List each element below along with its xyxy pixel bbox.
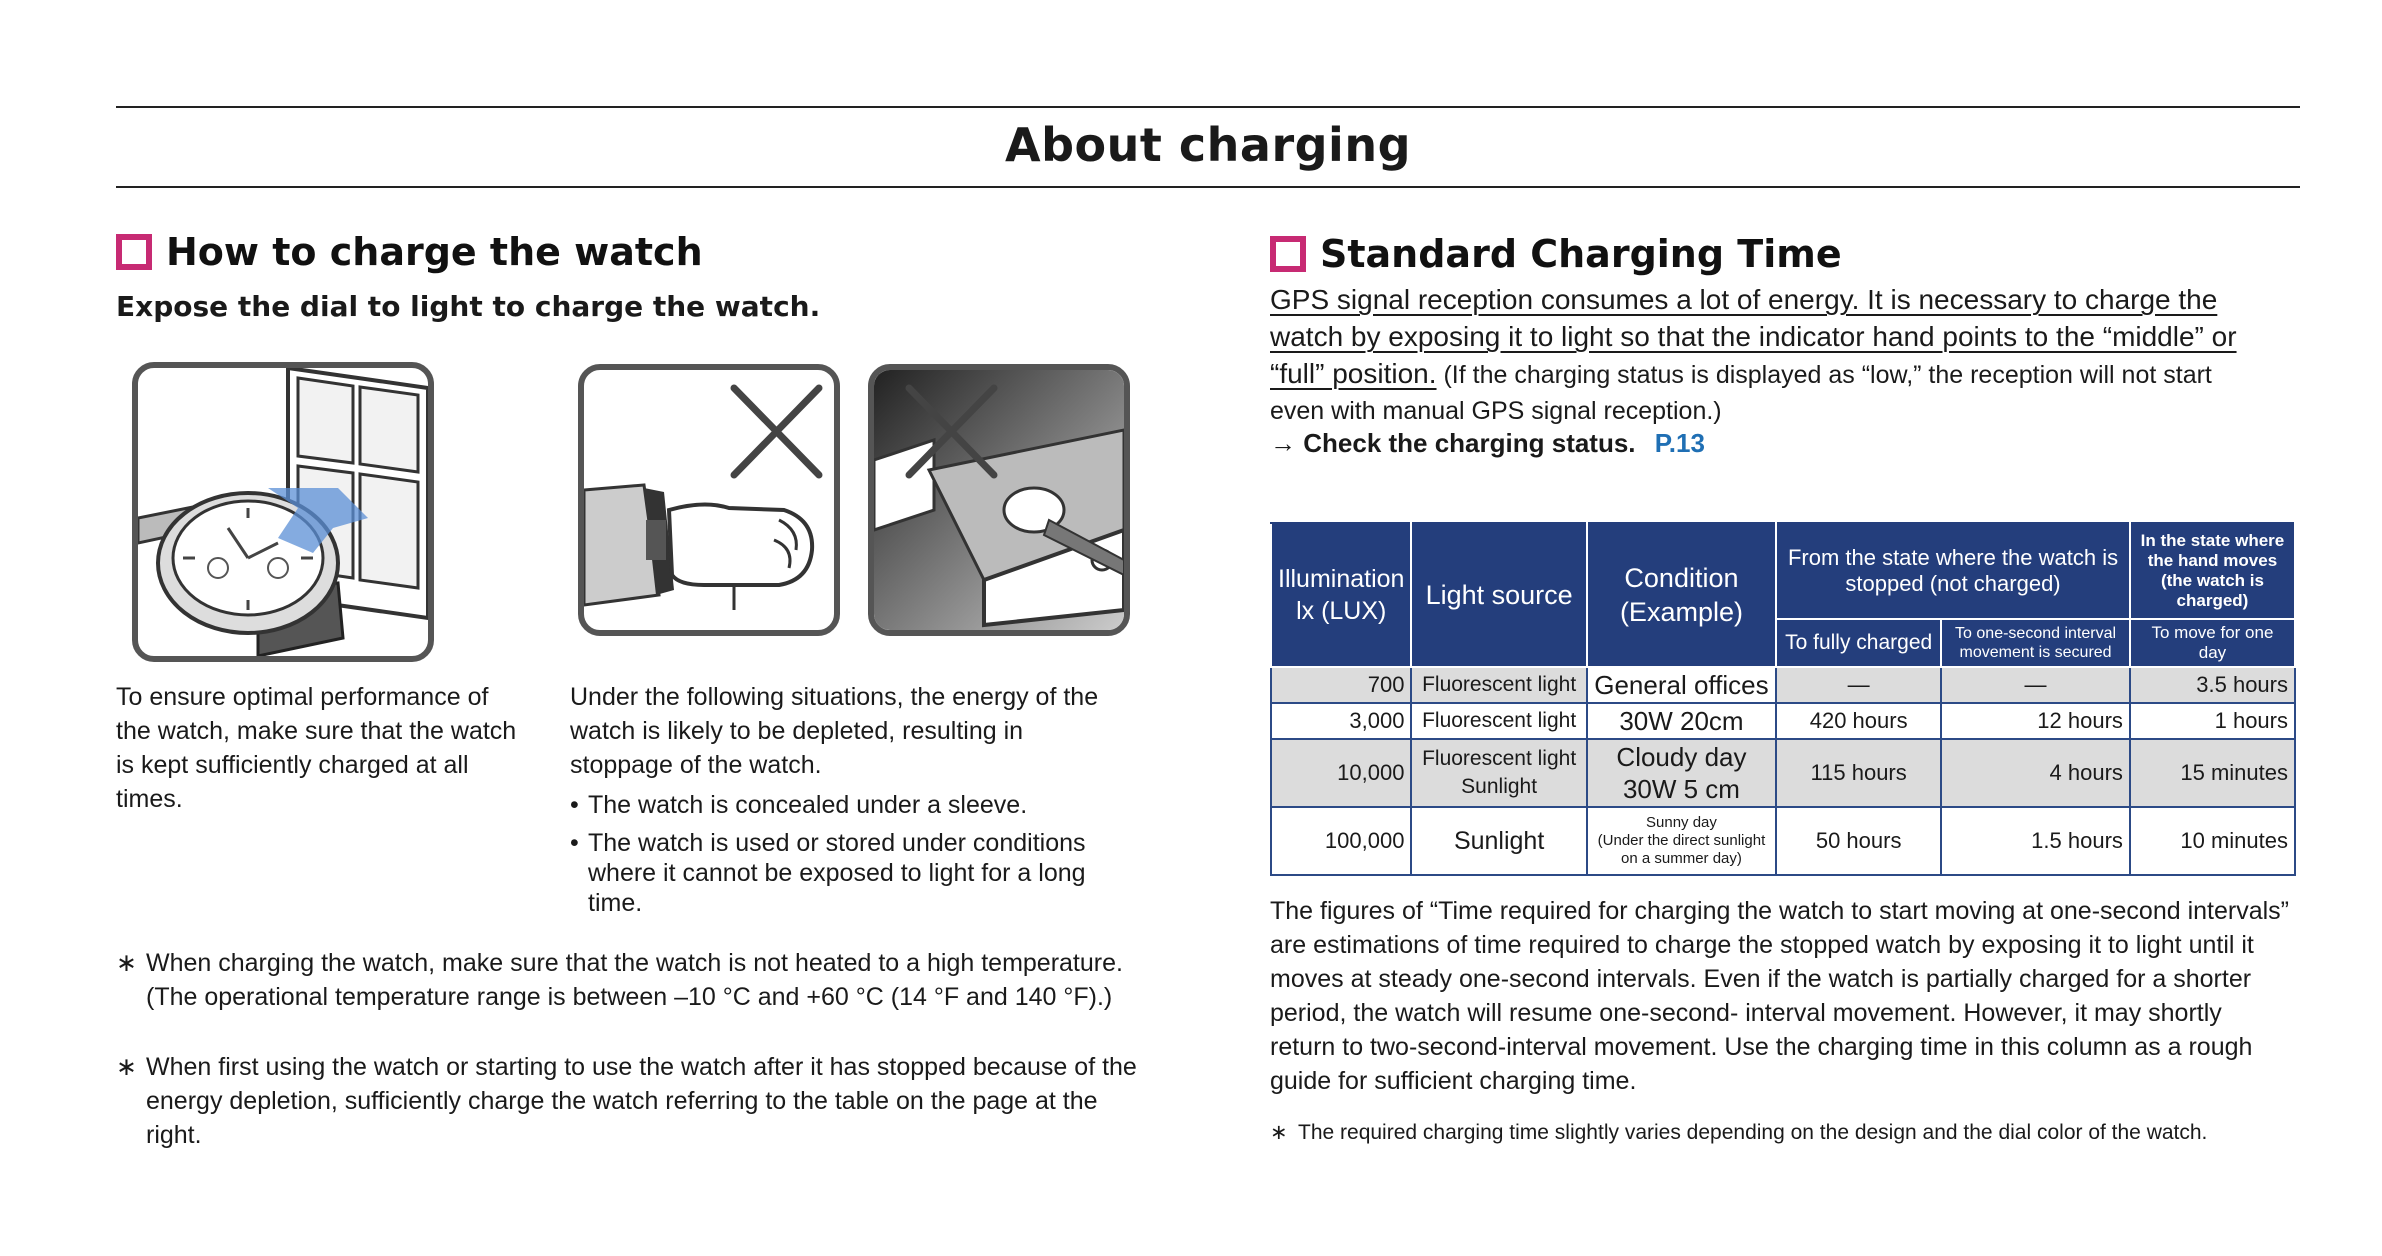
note-temperature bbox=[116, 946, 1146, 1014]
page-link-p13[interactable]: P.13 bbox=[1654, 428, 1705, 458]
section-square-icon bbox=[116, 234, 152, 270]
cell-condition-line1: Sunny day bbox=[1646, 814, 1717, 831]
section-subheading: Expose the dial to light to charge the watch. bbox=[116, 290, 821, 323]
header-illumination: Illumination lx (LUX) bbox=[1271, 523, 1411, 667]
cell-one-second: — bbox=[1941, 667, 2130, 703]
cell-one-day: 3.5 hours bbox=[2130, 667, 2295, 703]
cell-one-second: 4 hours bbox=[1941, 739, 2130, 807]
illustration-sleeve bbox=[578, 364, 840, 636]
cell-fully-charged: — bbox=[1776, 667, 1941, 703]
figures-paragraph: The figures of “Time required for charging the watch to start moving at one-second intervals” are estimations of time required to charge the stopped watch by exposing it to light until it moves at steady one-second intervals. Even if the watch is partially charged for a shorter period, the watch will resume one-second- interval movement. However, it may shortly return to two-second-interval movement. Use the charging time in this column as a rough guide for sufficient charging time. bbox=[1270, 897, 2289, 1095]
note-first-use bbox=[116, 1050, 1146, 1152]
footnote bbox=[1270, 1118, 2328, 1147]
cell-source: Fluorescent light bbox=[1411, 667, 1586, 703]
arrow-right-icon: → bbox=[1270, 428, 1296, 458]
watch-window-icon bbox=[138, 368, 428, 656]
header-in-state: In the state where the hand moves (the watch is charged) bbox=[2130, 523, 2295, 619]
cell-lux: 700 bbox=[1271, 667, 1411, 703]
cell-condition-line2: (Under the direct sunlight on a summer day) bbox=[1597, 832, 1766, 867]
cell-condition-line2: 30W 5 cm bbox=[1622, 774, 1740, 804]
section-heading-standard-charging-time bbox=[1270, 232, 1842, 276]
cell-condition-line1: Cloudy day bbox=[1616, 742, 1747, 772]
cell-condition bbox=[1587, 739, 1776, 807]
bullet-item: • The watch is concealed under a sleeve. bbox=[570, 790, 1130, 820]
cell-one-day: 15 minutes bbox=[2130, 739, 2295, 807]
cell-condition: General offices bbox=[1587, 667, 1776, 703]
title-rule bbox=[116, 186, 2300, 188]
bullet-item: • The watch is used or stored under conditions where it cannot be exposed to light for a long time. bbox=[570, 828, 1130, 918]
cell-fully-charged: 115 hours bbox=[1776, 739, 1941, 807]
section-heading-how-to-charge bbox=[116, 230, 703, 274]
note-asterisk: ∗ bbox=[116, 1053, 137, 1081]
cell-source: Fluorescent light bbox=[1411, 703, 1586, 739]
cell-lux: 3,000 bbox=[1271, 703, 1411, 739]
illustration-drawer bbox=[868, 364, 1130, 636]
note-asterisk: ∗ bbox=[116, 949, 137, 977]
intro-underlined: GPS signal reception consumes a lot of energy. It is necessary to charge the watch by exposing it to light so that the indicator hand points to the “middle” or “full” position. bbox=[1270, 284, 2237, 389]
col2-bullets bbox=[570, 790, 1130, 918]
cell-one-second: 12 hours bbox=[1941, 703, 2130, 739]
header-condition: Condition (Example) bbox=[1587, 523, 1776, 667]
note-text: When charging the watch, make sure that the watch is not heated to a high temperature. (The operational temperature range is between –10 °C and +60 °C (14 °F and 140 °F).) bbox=[146, 949, 1123, 1011]
cell-lux: 10,000 bbox=[1271, 739, 1411, 807]
page-title: About charging bbox=[1005, 118, 1411, 172]
charging-time-table bbox=[1270, 522, 2296, 876]
col2-intro: Under the following situations, the energy of the watch is likely to be depleted, resulting in stoppage of the watch. bbox=[570, 683, 1099, 779]
section-heading-text: Standard Charging Time bbox=[1320, 232, 1842, 276]
footnote-text: The required charging time slightly varies depending on the design and the dial color of the watch. bbox=[1298, 1121, 2208, 1144]
cell-lux: 100,000 bbox=[1271, 807, 1411, 875]
col2-text bbox=[570, 680, 1130, 926]
table-row bbox=[1271, 807, 2295, 875]
note-text: When first using the watch or starting to use the watch after it has stopped because of the energy depletion, sufficiently charge the watch referring to the table on the page at the right. bbox=[146, 1053, 1137, 1149]
check-text: Check the charging status. bbox=[1303, 428, 1636, 458]
cell-source-line1: Fluorescent light bbox=[1422, 747, 1577, 770]
section-square-icon bbox=[1270, 236, 1306, 272]
illustration-window-charging bbox=[132, 362, 434, 662]
cell-source: Sunlight bbox=[1411, 807, 1586, 875]
header-one-second: To one-second interval movement is secured bbox=[1941, 619, 2130, 667]
section-heading-text: How to charge the watch bbox=[166, 230, 703, 274]
check-line bbox=[1270, 428, 1705, 459]
header-move-one-day: To move for one day bbox=[2130, 619, 2295, 667]
cell-one-day: 10 minutes bbox=[2130, 807, 2295, 875]
intro-rest: (If the charging status is displayed as “low,” the reception will not start even with manual GPS signal reception.) bbox=[1270, 361, 2212, 425]
header-light-source: Light source bbox=[1411, 523, 1586, 667]
cell-one-second: 1.5 hours bbox=[1941, 807, 2130, 875]
cell-fully-charged: 420 hours bbox=[1776, 703, 1941, 739]
header-from-state: From the state where the watch is stopped (not charged) bbox=[1776, 523, 2130, 619]
cell-source bbox=[1411, 739, 1586, 807]
cell-condition bbox=[1587, 807, 1776, 875]
table-row bbox=[1271, 703, 2295, 739]
note-asterisk: ∗ bbox=[1270, 1121, 1288, 1144]
cell-one-day: 1 hours bbox=[2130, 703, 2295, 739]
sleeve-x-icon bbox=[584, 370, 834, 630]
cell-source-line2: Sunlight bbox=[1461, 775, 1538, 798]
drawer-x-icon bbox=[874, 370, 1124, 630]
col1-text: To ensure optimal performance of the watch, make sure that the watch is kept sufficiently charged at all times. bbox=[116, 683, 517, 813]
table-row bbox=[1271, 667, 2295, 703]
cell-fully-charged: 50 hours bbox=[1776, 807, 1941, 875]
cell-condition: 30W 20cm bbox=[1587, 703, 1776, 739]
intro-paragraph bbox=[1270, 282, 2270, 429]
top-rule bbox=[116, 106, 2300, 108]
table-row bbox=[1271, 739, 2295, 807]
header-fully-charged: To fully charged bbox=[1776, 619, 1941, 667]
